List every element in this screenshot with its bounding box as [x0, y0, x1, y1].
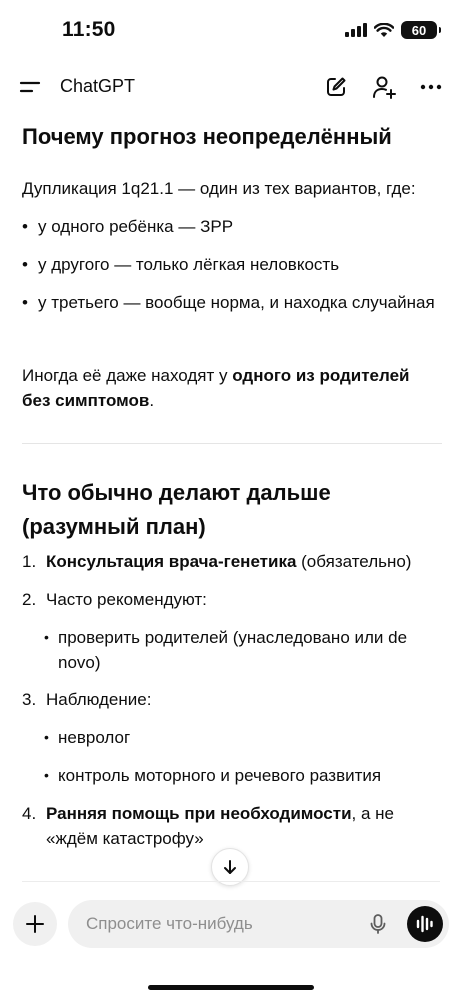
- app-title[interactable]: ChatGPT: [60, 76, 136, 96]
- item-bold: Консультация врача-генетика: [46, 552, 297, 571]
- item-number: 1.: [22, 552, 37, 571]
- new-chat-icon[interactable]: [322, 73, 350, 101]
- menu-icon[interactable]: [18, 74, 44, 100]
- item-text: Наблюдение:: [46, 690, 152, 709]
- note-end: .: [149, 391, 155, 410]
- status-icons: [345, 21, 437, 39]
- section-divider: [22, 443, 442, 444]
- signal-icon: [345, 23, 367, 37]
- voice-mode-button[interactable]: [407, 906, 443, 942]
- numbered-item: [22, 549, 442, 574]
- item-text: , а не «ждём катастрофу»: [46, 804, 395, 848]
- add-person-icon[interactable]: [370, 73, 398, 101]
- numbered-item: [22, 687, 442, 712]
- item-text: (обязательно): [296, 552, 412, 571]
- note-text: Иногда её даже находят у: [22, 366, 233, 385]
- arrow-down-icon: [221, 858, 239, 876]
- parents-note: [22, 363, 442, 413]
- note-bold: одного из родителей без симптомов: [22, 366, 410, 410]
- battery-icon: [401, 21, 437, 39]
- item-number: 2.: [22, 590, 37, 609]
- wifi-icon: [374, 23, 394, 38]
- item-bold: Ранняя помощь при необходимости: [46, 804, 352, 823]
- assistant-message: [22, 112, 442, 882]
- bullet-item: • у одного ребёнка — ЗРР: [22, 214, 442, 239]
- microphone-icon[interactable]: [366, 912, 390, 936]
- section-intro: Дупликация 1q21.1 — один из тех вариантов, где:: [22, 179, 416, 198]
- composer-divider: [22, 881, 440, 882]
- message-input[interactable]: [86, 900, 356, 948]
- bullet-item: • у третьего — вообще норма, и находка случайная: [22, 290, 442, 315]
- status-bar: [0, 0, 461, 62]
- numbered-item: [22, 801, 442, 851]
- item-number: 4.: [22, 804, 37, 823]
- item-text: Часто рекомендуют:: [46, 590, 207, 609]
- more-icon[interactable]: [417, 73, 445, 101]
- numbered-item: [22, 587, 442, 612]
- plus-icon: [25, 914, 45, 934]
- attach-button[interactable]: [13, 902, 57, 946]
- sub-bullet-item: • невролог: [44, 725, 442, 750]
- item-number: 3.: [22, 690, 37, 709]
- home-indicator[interactable]: [148, 985, 314, 990]
- composer: [68, 900, 449, 948]
- voice-waveform-icon: [415, 915, 435, 933]
- sub-bullet-item: • контроль моторного и речевого развития: [44, 763, 442, 788]
- app-header: [0, 62, 461, 112]
- status-time: 11:50: [62, 18, 116, 41]
- section-heading-forecast: Почему прогноз неопределённый: [22, 124, 392, 149]
- sub-bullet-item: • проверить родителей (унаследовано или de novo): [44, 625, 442, 675]
- section-heading-plan: Что обычно делают дальше (разумный план): [22, 480, 331, 539]
- bullet-item: • у другого — только лёгкая неловкость: [22, 252, 442, 277]
- battery-level: 60: [411, 22, 427, 38]
